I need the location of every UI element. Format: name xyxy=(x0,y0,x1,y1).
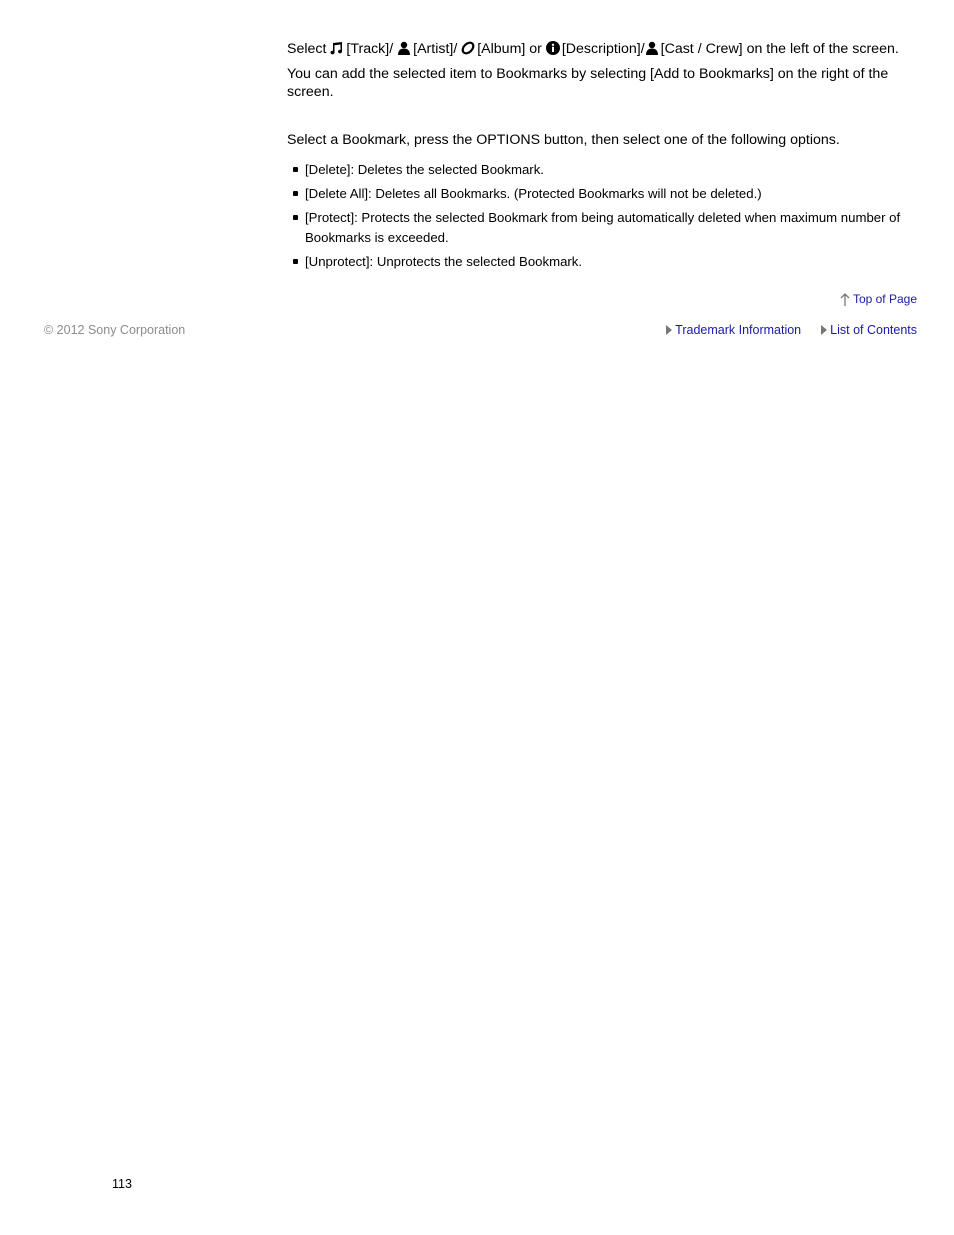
music-note-icon xyxy=(330,41,344,55)
select-items-paragraph xyxy=(287,40,917,58)
bookmarks-paragraph: You can add the selected item to Bookmarks by selecting [Add to Bookmarks] on the right of the screen. xyxy=(287,66,889,100)
options-intro: Select a Bookmark, press the OPTIONS button, then select one of the following options. xyxy=(287,132,840,148)
page-number: 113 xyxy=(112,1177,132,1191)
artist-label: [Artist]/ xyxy=(413,41,458,57)
info-icon xyxy=(546,41,560,55)
triangle-right-icon xyxy=(821,325,827,335)
trademark-link[interactable] xyxy=(666,323,801,337)
up-arrow-icon xyxy=(840,293,850,306)
album-label: [Album] or xyxy=(477,41,542,57)
bullet-icon xyxy=(293,259,298,264)
main-content xyxy=(287,40,917,276)
list-item: [Delete All]: Deletes all Bookmarks. (Protected Bookmarks will not be deleted.) xyxy=(287,184,917,204)
description-label: [Description]/ xyxy=(561,41,645,57)
contents-link[interactable] xyxy=(821,323,917,337)
cast-label: [Cast / Crew] on the left of the screen. xyxy=(660,41,899,57)
top-of-page-link[interactable] xyxy=(840,292,917,306)
copyright: © 2012 Sony Corporation xyxy=(44,323,186,337)
disc-icon xyxy=(461,41,475,55)
select-word: Select xyxy=(287,41,327,57)
contents-label: List of Contents xyxy=(830,323,917,337)
track-label: [Track]/ xyxy=(346,41,394,57)
footer-links xyxy=(666,323,917,337)
bullet-icon xyxy=(293,191,298,196)
list-item: [Protect]: Protects the selected Bookmark from being automatically deleted when maximum number of Bookmarks is exceeded. xyxy=(287,208,917,248)
bullet-icon xyxy=(293,215,298,220)
trademark-label: Trademark Information xyxy=(675,323,802,337)
bullet-icon xyxy=(293,167,298,172)
list-item: [Unprotect]: Unprotects the selected Bookmark. xyxy=(287,252,917,272)
top-of-page-label: Top of Page xyxy=(852,292,917,306)
triangle-right-icon xyxy=(666,325,672,335)
person-icon xyxy=(397,41,411,55)
list-item: [Delete]: Deletes the selected Bookmark. xyxy=(287,160,917,180)
person-icon xyxy=(645,41,659,55)
options-list xyxy=(287,160,917,272)
